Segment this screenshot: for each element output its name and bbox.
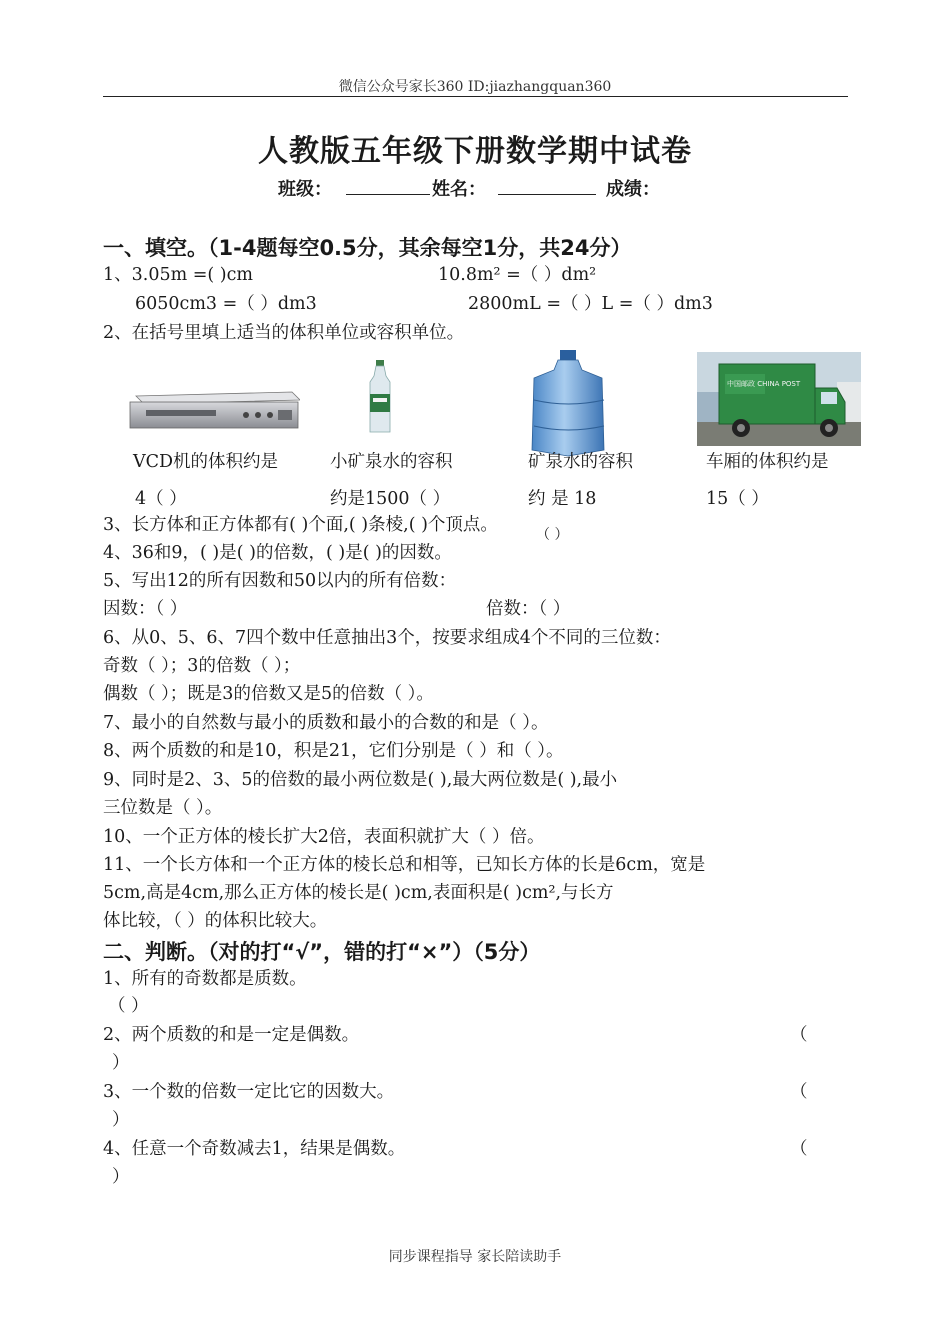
section1-heading: 一、填空。（1-4题每空0.5分，其余每空1分，共24分） (103, 236, 632, 260)
q5-multiples: 倍数：（ ） (486, 599, 571, 619)
q7: 7、最小的自然数与最小的质数和最小的合数的和是（ ）。 (103, 713, 549, 733)
q1b: 10.8m² =（ ）dm² (438, 265, 597, 285)
q1c: 6050cm3 =（ ）dm3 (135, 294, 317, 314)
image3-caption-3: （ ） (536, 527, 569, 543)
q10: 10、一个正方体的棱长扩大2倍，表面积就扩大（ ）倍。 (103, 827, 545, 847)
image4-caption-2: 15（ ） (706, 489, 769, 509)
judge-4-close[interactable]: ） (112, 1167, 130, 1187)
q6: 6、从0、5、6、7四个数中任意抽出3个，按要求组成4个不同的三位数： (103, 628, 671, 648)
header-rule (103, 96, 848, 97)
q8: 8、两个质数的和是10，积是21，它们分别是（ ）和（ ）。 (103, 741, 564, 761)
footer-note: 同步课程指导 家长陪读助手 (388, 1249, 562, 1265)
mail-truck-image (697, 352, 861, 446)
class-label: 班级： (278, 179, 332, 200)
q1d: 2800mL =（ ）L =（ ）dm3 (468, 294, 713, 314)
judge-4-open[interactable]: （ (790, 1139, 808, 1159)
class-blank[interactable] (346, 178, 430, 195)
name-blank[interactable] (498, 178, 596, 195)
water-jug-image (528, 350, 608, 458)
judge-2-close[interactable]: ） (112, 1053, 130, 1073)
judge-2: 2、两个质数的和是一定是偶数。 (103, 1025, 360, 1045)
judge-3: 3、一个数的倍数一定比它的因数大。 (103, 1082, 395, 1102)
image1-caption-2: 4（ ） (135, 489, 187, 509)
judge-1-blank[interactable]: （ ） (108, 996, 149, 1016)
q9b: 三位数是（ ）。 (103, 798, 223, 818)
header-note: 微信公众号家长360 ID:jiazhangquan360 (338, 79, 612, 95)
vcd-player-image (128, 390, 300, 432)
q11b: 5cm,高是4cm,那么正方体的棱长是( )cm,表面积是( )cm²,与长方 (103, 883, 614, 903)
water-bottle-image (366, 360, 394, 434)
q4: 4、36和9，( )是( )的倍数，( )是( )的因数。 (103, 543, 452, 563)
q11c: 体比较，（ ）的体积比较大。 (103, 911, 328, 931)
q11a: 11、一个长方体和一个正方体的棱长总和相等，已知长方体的长是6cm，宽是 (103, 855, 706, 875)
q3: 3、长方体和正方体都有( )个面,( )条棱,( )个顶点。 (103, 515, 498, 535)
judge-1: 1、所有的奇数都是质数。 (103, 969, 307, 989)
image4-caption-1: 车厢的体积约是 (706, 452, 829, 472)
page-title: 人教版五年级下册数学期中试卷 (258, 134, 692, 169)
image3-caption-1: 矿泉水的容积 (528, 452, 633, 472)
score-label: 成绩： (606, 179, 660, 200)
judge-4: 4、任意一个奇数减去1，结果是偶数。 (103, 1139, 406, 1159)
name-label: 姓名： (432, 179, 486, 200)
section2-heading: 二、判断。（对的打“√”，错的打“×”）（5分） (103, 940, 541, 964)
q9a: 9、同时是2、3、5的倍数的最小两位数是( ),最大两位数是( ),最小 (103, 770, 618, 790)
q6b: 偶数（ ）；既是3的倍数又是5的倍数（ ）。 (103, 684, 434, 704)
q5: 5、写出12的所有因数和50以内的所有倍数： (103, 571, 457, 591)
judge-3-close[interactable]: ） (112, 1110, 130, 1130)
image1-caption-1: VCD机的体积约是 (133, 452, 279, 472)
image2-caption-2: 约是1500（ ） (330, 489, 451, 509)
judge-2-open[interactable]: （ (790, 1025, 808, 1045)
truck-text: 中国邮政 CHINA POST (727, 380, 801, 388)
judge-3-open[interactable]: （ (790, 1082, 808, 1102)
image2-caption-1: 小矿泉水的容积 (330, 452, 453, 472)
q6a: 奇数（ ）；3的倍数（ ）； (103, 656, 301, 676)
q5-factors: 因数：（ ） (103, 599, 188, 619)
image3-caption-2: 约 是 18 (528, 489, 597, 509)
q2: 2、在括号里填上适当的体积单位或容积单位。 (103, 323, 465, 343)
q1a: 1、3.05m =( )cm (103, 265, 254, 285)
